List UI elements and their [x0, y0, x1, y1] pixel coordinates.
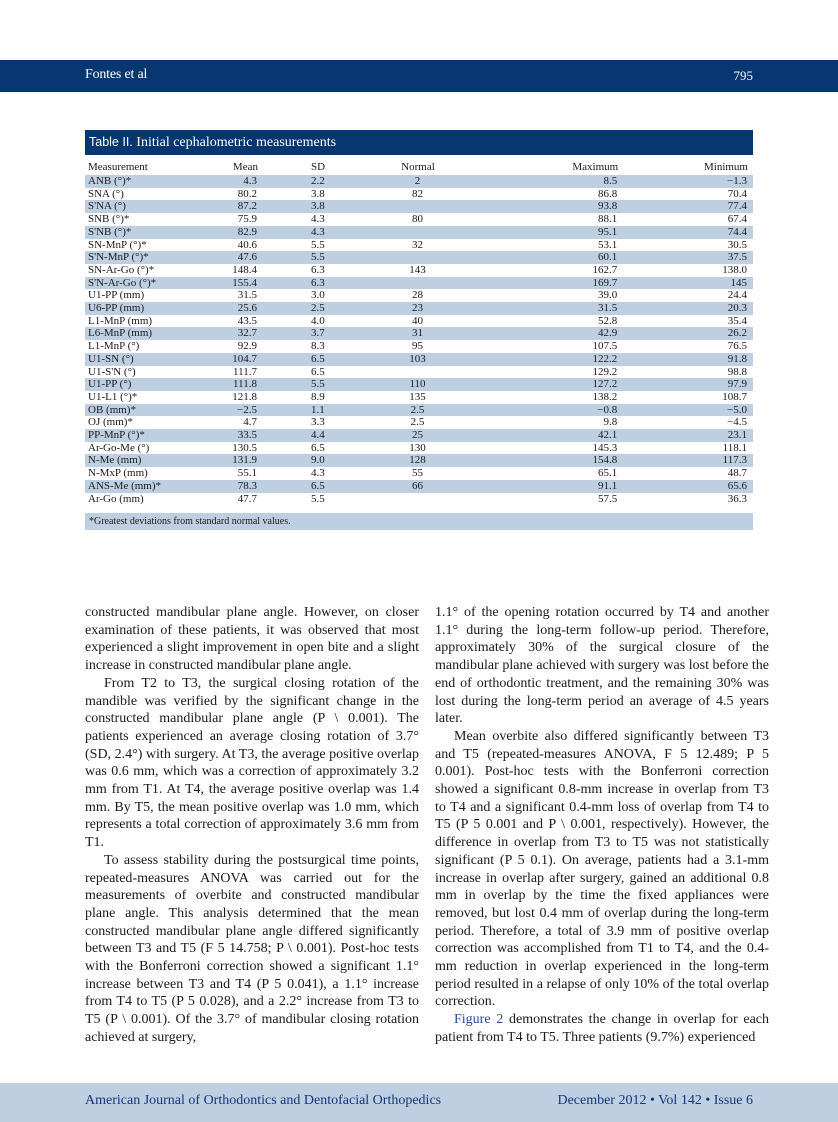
- cell-normal: 40: [412, 314, 423, 327]
- table-row: [85, 302, 753, 315]
- cell-sd: 9.0: [263, 454, 366, 467]
- cell-normal: 128: [366, 454, 475, 467]
- col-minimum: Minimum: [703, 161, 748, 173]
- cell-mean: 55.1: [237, 467, 257, 480]
- cell-measurement: U1-L1 (°)*: [88, 390, 138, 403]
- cell-normal: [366, 251, 475, 264]
- running-header: [0, 60, 838, 92]
- cell-measurement: SN-Ar-Go (°)*: [88, 263, 155, 276]
- cell-normal: 95: [412, 340, 423, 353]
- body-paragraph: Mean overbite also differed significantly between T3 and T5 (repeated-measures ANOVA, F 5 12.489; P 5 0.001). Post-hoc tests with the Bonferroni correction showed a significant 0.8-mm increase in overlap from T3 to T4 and a significant 0.4-mm loss of overlap from T4 to T5 (P 5 0.001 and P \ 0.001, respectively). However, the difference in overlap from T3 to T5 was not statistically significant (P 5 0.1). On average, patients had a 3.1-mm increase in overlap after surgery, gained an additional 0.8 mm in overlap by the time the fixed appliances were removed, but lost 0.4 mm of overlap during the long-term period. Therefore, a total of 3.9 mm of positive overlap correction was accomplished from T1 to T4, and the 0.4-mm reduction in overlap experienced in the long-term period resulted in a relapse of only 10% of the total overlap correction.: [435, 728, 769, 1010]
- cell-normal: 31: [366, 327, 475, 340]
- cell-sd: 3.3: [310, 416, 325, 429]
- cell-mean: 31.5: [237, 289, 257, 302]
- cell-sd: 6.3: [310, 263, 325, 276]
- cell-mean: 43.5: [237, 314, 257, 327]
- cell-maximum: 86.8: [597, 187, 618, 200]
- table-row: [85, 378, 753, 391]
- cell-sd: 8.9: [310, 390, 325, 403]
- cell-minimum: −4.5: [727, 416, 747, 429]
- paragraph-text: demonstrates the change in overlap for each patient from T4 to T5. Three patients (9.7%) experienced: [435, 1012, 769, 1045]
- cell-sd: 4.0: [310, 314, 325, 327]
- cell-sd: 5.5: [310, 492, 325, 505]
- cell-sd: 4.3: [310, 213, 325, 226]
- cell-normal: [366, 366, 475, 379]
- cell-mean: 111.7: [233, 365, 257, 378]
- cell-sd: 8.3: [310, 340, 325, 353]
- cell-measurement: S'N-Ar-Go (°)*: [85, 277, 167, 290]
- cell-sd: 6.5: [263, 480, 366, 493]
- cell-measurement: L1-MnP (°): [88, 340, 140, 353]
- cell-measurement: U1-PP (mm): [88, 289, 145, 302]
- cell-mean: 32.7: [167, 327, 263, 340]
- cell-mean: −2.5: [167, 404, 263, 417]
- cell-normal: 110: [366, 378, 475, 391]
- cell-measurement: SNB (°)*: [88, 213, 130, 226]
- cell-maximum: 9.8: [603, 416, 618, 429]
- body-paragraph: [435, 1011, 769, 1046]
- cell-maximum: 39.0: [597, 289, 618, 302]
- cell-maximum: 42.9: [475, 327, 623, 340]
- cell-measurement: S'NA (°): [85, 200, 167, 213]
- cell-minimum: 24.4: [727, 289, 747, 302]
- issue-info: December 2012 • Vol 142 • Issue 6: [557, 1093, 753, 1108]
- body-column-right: [435, 604, 769, 1047]
- table-ii: [85, 130, 753, 530]
- cell-mean: 4.7: [243, 416, 257, 429]
- col-maximum: Maximum: [572, 161, 619, 173]
- cell-measurement: SN-MnP (°)*: [88, 238, 147, 251]
- cell-measurement: L6-MnP (mm): [85, 327, 167, 340]
- cell-maximum: 60.1: [475, 251, 623, 264]
- cell-normal: 143: [409, 263, 426, 276]
- body-paragraph: To assess stability during the postsurgical time points, repeated-measures ANOVA was carried out for the measurements of overbite and constructed mandibular plane angle. This analysis determined that the mean constructed mandibular plane angle differed significantly between T3 and T5 (F 5 14.758; P \ 0.001). Post-hoc tests with the Bonferroni correction showed a significant 1.1° increase between T3 and T4 (P 5 0.041), a 1.1° increase from T4 to T5 (P 5 0.028), and a 2.2° increase from T3 to T5 (P \ 0.001). Of the 3.7° of mandibular closing rotation achieved at surgery,: [85, 852, 419, 1045]
- cell-sd: 6.5: [263, 353, 366, 366]
- table-row: [85, 340, 753, 353]
- cell-minimum: 145: [623, 277, 753, 290]
- cell-sd: 4.3: [263, 226, 366, 239]
- cell-measurement: U1-SN (°): [85, 353, 167, 366]
- cell-sd: 3.7: [263, 327, 366, 340]
- cell-maximum: 95.1: [475, 226, 623, 239]
- table-row: [85, 391, 753, 404]
- col-normal: Normal: [401, 161, 435, 173]
- table-title-bar: [85, 130, 753, 155]
- cell-normal: 32: [412, 238, 423, 251]
- table-header-row: [85, 159, 753, 175]
- col-mean: Mean: [232, 161, 258, 173]
- table-body: [85, 175, 753, 505]
- cell-normal: 25: [366, 429, 475, 442]
- cell-sd: 4.4: [263, 429, 366, 442]
- cell-sd: 2.2: [263, 175, 366, 188]
- cell-measurement: L1-MnP (mm): [88, 314, 153, 327]
- cell-minimum: 98.8: [727, 365, 747, 378]
- table-row: [85, 251, 753, 264]
- cell-normal: 2.5: [366, 404, 475, 417]
- table-row: [85, 429, 753, 442]
- cell-measurement: OB (mm)*: [85, 404, 167, 417]
- cell-minimum: 20.3: [623, 302, 753, 315]
- cell-normal: 130: [409, 441, 426, 454]
- cell-measurement: OJ (mm)*: [88, 416, 133, 429]
- cell-normal: 82: [412, 187, 423, 200]
- page-number: 795: [733, 68, 753, 83]
- table-label: Table II.: [89, 135, 133, 149]
- cell-mean: 75.9: [237, 213, 257, 226]
- cephalometric-table: [85, 159, 753, 505]
- cell-mean: 25.6: [167, 302, 263, 315]
- cell-maximum: 129.2: [592, 365, 618, 378]
- cell-measurement: PP-MnP (°)*: [85, 429, 167, 442]
- cell-measurement: S'NB (°)*: [85, 226, 167, 239]
- cell-sd: 6.5: [310, 365, 325, 378]
- cell-maximum: 122.2: [475, 353, 623, 366]
- table-row: [85, 442, 753, 455]
- cell-sd: 6.5: [310, 441, 325, 454]
- cell-minimum: 118.1: [722, 441, 747, 454]
- table-row: [85, 175, 753, 188]
- cell-measurement: N-Me (mm): [85, 454, 167, 467]
- table-row: [85, 366, 753, 379]
- cell-sd: 1.1: [263, 404, 366, 417]
- cell-maximum: −0.8: [475, 404, 623, 417]
- table-row: [85, 213, 753, 226]
- figure-2-link[interactable]: Figure 2: [454, 1012, 504, 1028]
- table-row: [85, 239, 753, 252]
- cell-maximum: 52.8: [597, 314, 618, 327]
- cell-normal: 2.5: [410, 416, 425, 429]
- cell-normal: [366, 200, 475, 213]
- cell-mean: 47.7: [237, 492, 257, 505]
- cell-sd: 4.3: [310, 467, 325, 480]
- cell-mean: 87.2: [167, 200, 263, 213]
- cell-minimum: 76.5: [727, 340, 747, 353]
- cell-measurement: S'N-MnP (°)*: [85, 251, 167, 264]
- cell-measurement: Ar-Go-Me (°): [88, 441, 150, 454]
- table-footnote: *Greatest deviations from standard normal values.: [85, 513, 753, 530]
- cell-mean: 104.7: [167, 353, 263, 366]
- cell-normal: 2: [366, 175, 475, 188]
- table-row: [85, 188, 753, 201]
- cell-minimum: 36.3: [727, 492, 747, 505]
- cell-sd: 3.8: [310, 187, 325, 200]
- cell-sd: 5.5: [310, 238, 325, 251]
- cell-sd: 5.5: [263, 251, 366, 264]
- table-row: [85, 404, 753, 417]
- cell-maximum: 31.5: [475, 302, 623, 315]
- cell-normal: 55: [412, 467, 423, 480]
- cell-minimum: 37.5: [623, 251, 753, 264]
- cell-maximum: 138.2: [592, 390, 618, 403]
- cell-minimum: 30.5: [727, 238, 747, 251]
- table-row: [85, 480, 753, 493]
- cell-normal: [366, 493, 475, 506]
- cell-minimum: 26.2: [623, 327, 753, 340]
- cell-mean: 40.6: [237, 238, 257, 251]
- cell-mean: 148.4: [232, 263, 257, 276]
- table-row: [85, 226, 753, 239]
- cell-maximum: 145.3: [592, 441, 618, 454]
- body-column-left: [85, 604, 419, 1047]
- col-measurement: Measurement: [88, 161, 148, 173]
- cell-mean: 47.6: [167, 251, 263, 264]
- body-paragraph: From T2 to T3, the surgical closing rotation of the mandible was verified by the significant change in the constructed mandibular plane angle (P \ 0.001). The patients experienced an average closing rotation of 3.7° (SD, 2.4°) with surgery. At T3, the average positive overlap was 0.6 mm, which was a correction of approximately 3.2 mm from T1. At T4, the average positive overlap was 1.4 mm. By T5, the mean positive overlap was 1.0 mm, which represents a total correction of approximately 3.6 mm from T1.: [85, 675, 419, 851]
- cell-normal: 66: [366, 480, 475, 493]
- cell-measurement: U6-PP (mm): [85, 302, 167, 315]
- cell-maximum: 57.5: [597, 492, 618, 505]
- body-paragraph: 1.1° of the opening rotation occurred by T4 and another 1.1° during the long-term follow-up period. Therefore, approximately 30% of the surgical closure of the mandibular plane achieved with surgery was lost before the end of orthodontic treatment, and the remaining 30% was lost during the long-term period an average of 4.5 years later.: [435, 605, 769, 727]
- cell-minimum: 35.4: [727, 314, 747, 327]
- table-row: [85, 327, 753, 340]
- cell-minimum: 108.7: [722, 390, 747, 403]
- table-row: [85, 277, 753, 290]
- cell-minimum: −5.0: [623, 404, 753, 417]
- cell-minimum: 77.4: [623, 200, 753, 213]
- cell-minimum: 67.4: [727, 213, 747, 226]
- cell-measurement: U1-S'N (°): [88, 365, 136, 378]
- cell-mean: 155.4: [167, 277, 263, 290]
- cell-normal: 28: [412, 289, 423, 302]
- cell-mean: 33.5: [167, 429, 263, 442]
- cell-mean: 121.8: [232, 390, 257, 403]
- cell-minimum: 70.4: [727, 187, 747, 200]
- cell-minimum: 117.3: [623, 454, 753, 467]
- table-row: [85, 493, 753, 506]
- cell-normal: [366, 226, 475, 239]
- cell-minimum: −1.3: [623, 175, 753, 188]
- cell-minimum: 23.1: [623, 429, 753, 442]
- cell-maximum: 127.2: [475, 378, 623, 391]
- table-row: [85, 353, 753, 366]
- cell-minimum: 74.4: [623, 226, 753, 239]
- body-paragraph: constructed mandibular plane angle. However, on closer examination of these patients, it was observed that most experienced a slight improvement in open bite and a slight increase in constructed mandibular plane angle.: [85, 605, 419, 674]
- cell-maximum: 88.1: [597, 213, 618, 226]
- cell-mean: 111.8: [167, 378, 263, 391]
- cell-measurement: Ar-Go (mm): [88, 492, 144, 505]
- cell-maximum: 42.1: [475, 429, 623, 442]
- journal-name: American Journal of Orthodontics and Dentofacial Orthopedics: [85, 1093, 442, 1108]
- cell-mean: 78.3: [167, 480, 263, 493]
- cell-minimum: 48.7: [727, 467, 747, 480]
- cell-measurement: ANB (°)*: [85, 175, 167, 188]
- table-row: [85, 315, 753, 328]
- cell-maximum: 93.8: [475, 200, 623, 213]
- cell-sd: 5.5: [263, 378, 366, 391]
- cell-maximum: 154.8: [475, 454, 623, 467]
- cell-mean: 80.2: [237, 187, 257, 200]
- cell-sd: 2.5: [263, 302, 366, 315]
- cell-maximum: 91.1: [475, 480, 623, 493]
- cell-maximum: 65.1: [597, 467, 618, 480]
- cell-minimum: 97.9: [623, 378, 753, 391]
- cell-mean: 82.9: [167, 226, 263, 239]
- cell-mean: 130.5: [232, 441, 257, 454]
- cell-sd: 6.3: [263, 277, 366, 290]
- table-row: [85, 200, 753, 213]
- cell-normal: [366, 277, 475, 290]
- cell-minimum: 65.6: [623, 480, 753, 493]
- table-row: [85, 416, 753, 429]
- cell-normal: 80: [412, 213, 423, 226]
- cell-mean: 131.9: [167, 454, 263, 467]
- cell-measurement: SNA (°): [88, 187, 124, 200]
- cell-sd: 3.8: [263, 200, 366, 213]
- cell-maximum: 53.1: [597, 238, 618, 251]
- cell-mean: 92.9: [237, 340, 257, 353]
- cell-sd: 3.0: [310, 289, 325, 302]
- table-title: Initial cephalometric measurements: [136, 135, 337, 150]
- cell-mean: 4.3: [167, 175, 263, 188]
- table-row: [85, 454, 753, 467]
- cell-maximum: 169.7: [475, 277, 623, 290]
- cell-normal: 23: [366, 302, 475, 315]
- table-row: [85, 264, 753, 277]
- cell-measurement: ANS-Me (mm)*: [85, 480, 167, 493]
- cell-minimum: 91.8: [623, 353, 753, 366]
- cell-minimum: 138.0: [722, 263, 747, 276]
- cell-normal: 103: [366, 353, 475, 366]
- cell-maximum: 162.7: [592, 263, 618, 276]
- cell-normal: 135: [409, 390, 426, 403]
- cell-measurement: U1-PP (°): [85, 378, 167, 391]
- cell-maximum: 8.5: [475, 175, 623, 188]
- col-sd: SD: [310, 161, 326, 173]
- running-header-author: Fontes et al: [85, 67, 148, 82]
- running-footer: [0, 1083, 838, 1122]
- cell-maximum: 107.5: [592, 340, 618, 353]
- table-row: [85, 289, 753, 302]
- table-row: [85, 467, 753, 480]
- cell-measurement: N-MxP (mm): [88, 467, 148, 480]
